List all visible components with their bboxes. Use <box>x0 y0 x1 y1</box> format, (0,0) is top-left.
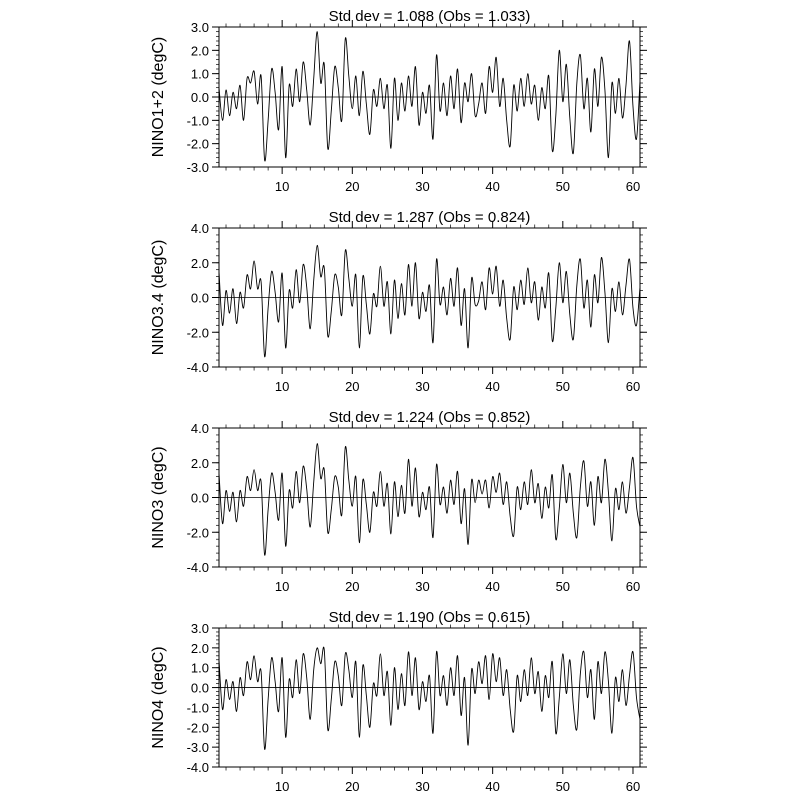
y-tick-label: -2.0 <box>186 720 209 736</box>
y-tick-label: -1.0 <box>186 700 209 716</box>
x-tick-label: 30 <box>415 579 430 594</box>
panel-3 <box>150 609 647 794</box>
x-tick-label: 50 <box>555 779 571 794</box>
x-tick-label: 20 <box>345 779 360 794</box>
panel-title: Std dev = 1.088 (Obs = 1.033) <box>328 8 531 25</box>
y-tick-label: 0.0 <box>190 90 209 105</box>
panel-0 <box>150 8 647 194</box>
y-tick-label: 2.0 <box>190 455 209 471</box>
y-axis-label: NINO1+2 (degC) <box>150 36 167 158</box>
x-tick-label: 60 <box>625 179 641 194</box>
y-tick-label: 3.0 <box>190 20 209 35</box>
panel-1 <box>150 209 647 394</box>
y-tick-label: 2.0 <box>190 640 209 656</box>
x-tick-label: 40 <box>485 179 500 194</box>
y-tick-label: 2.0 <box>190 255 209 271</box>
y-tick-label: 0.0 <box>190 490 209 506</box>
x-tick-label: 60 <box>625 379 641 394</box>
series-line-NINO1+2 <box>219 32 640 161</box>
x-tick-label: 30 <box>415 179 430 194</box>
x-tick-label: 40 <box>485 379 500 394</box>
x-tick-label: 10 <box>274 379 290 394</box>
y-tick-label: -3.0 <box>186 740 209 756</box>
x-tick-label: 20 <box>345 379 360 394</box>
y-tick-label: -3.0 <box>186 160 209 175</box>
x-tick-label: 10 <box>274 779 290 794</box>
plot-frame <box>219 628 640 767</box>
y-tick-label: -4.0 <box>186 560 209 575</box>
x-tick-label: 50 <box>555 179 571 194</box>
panel-title: Std dev = 1.287 (Obs = 0.824) <box>328 209 531 226</box>
x-tick-label: 60 <box>625 779 641 794</box>
y-tick-label: 0.0 <box>190 290 209 306</box>
y-axis-label: NINO3.4 (degC) <box>150 239 167 356</box>
x-tick-label: 40 <box>485 779 500 794</box>
x-tick-label: 30 <box>415 379 430 394</box>
x-tick-label: 30 <box>415 779 430 794</box>
panel-title: Std dev = 1.190 (Obs = 0.615) <box>328 609 531 626</box>
x-tick-label: 40 <box>485 579 500 594</box>
x-tick-label: 10 <box>274 579 290 594</box>
series-line-NINO3.4 <box>219 245 640 357</box>
y-tick-label: -1.0 <box>186 113 209 129</box>
y-tick-label: 1.0 <box>190 66 209 82</box>
x-tick-label: 20 <box>345 179 360 194</box>
y-tick-label: -4.0 <box>186 360 209 375</box>
y-tick-label: -4.0 <box>186 760 209 775</box>
y-tick-label: 1.0 <box>190 660 209 676</box>
x-tick-label: 10 <box>274 179 290 194</box>
y-tick-label: 0.0 <box>190 680 209 696</box>
y-tick-label: 3.0 <box>190 621 209 636</box>
y-tick-label: -2.0 <box>186 325 209 341</box>
y-tick-label: 4.0 <box>190 221 209 236</box>
x-tick-label: 50 <box>555 379 571 394</box>
x-tick-label: 60 <box>625 579 641 594</box>
y-tick-label: -2.0 <box>186 525 209 541</box>
y-tick-label: 2.0 <box>190 43 209 59</box>
panel-2 <box>150 409 647 594</box>
x-tick-label: 20 <box>345 579 360 594</box>
y-tick-label: 4.0 <box>190 421 209 436</box>
y-axis-label: NINO3 (degC) <box>150 446 167 549</box>
y-tick-label: -2.0 <box>186 136 209 152</box>
y-axis-label: NINO4 (degC) <box>150 646 167 749</box>
series-line-NINO3 <box>219 444 640 556</box>
panel-title: Std dev = 1.224 (Obs = 0.852) <box>328 409 531 426</box>
x-tick-label: 50 <box>555 579 571 594</box>
series-line-NINO4 <box>219 647 640 749</box>
